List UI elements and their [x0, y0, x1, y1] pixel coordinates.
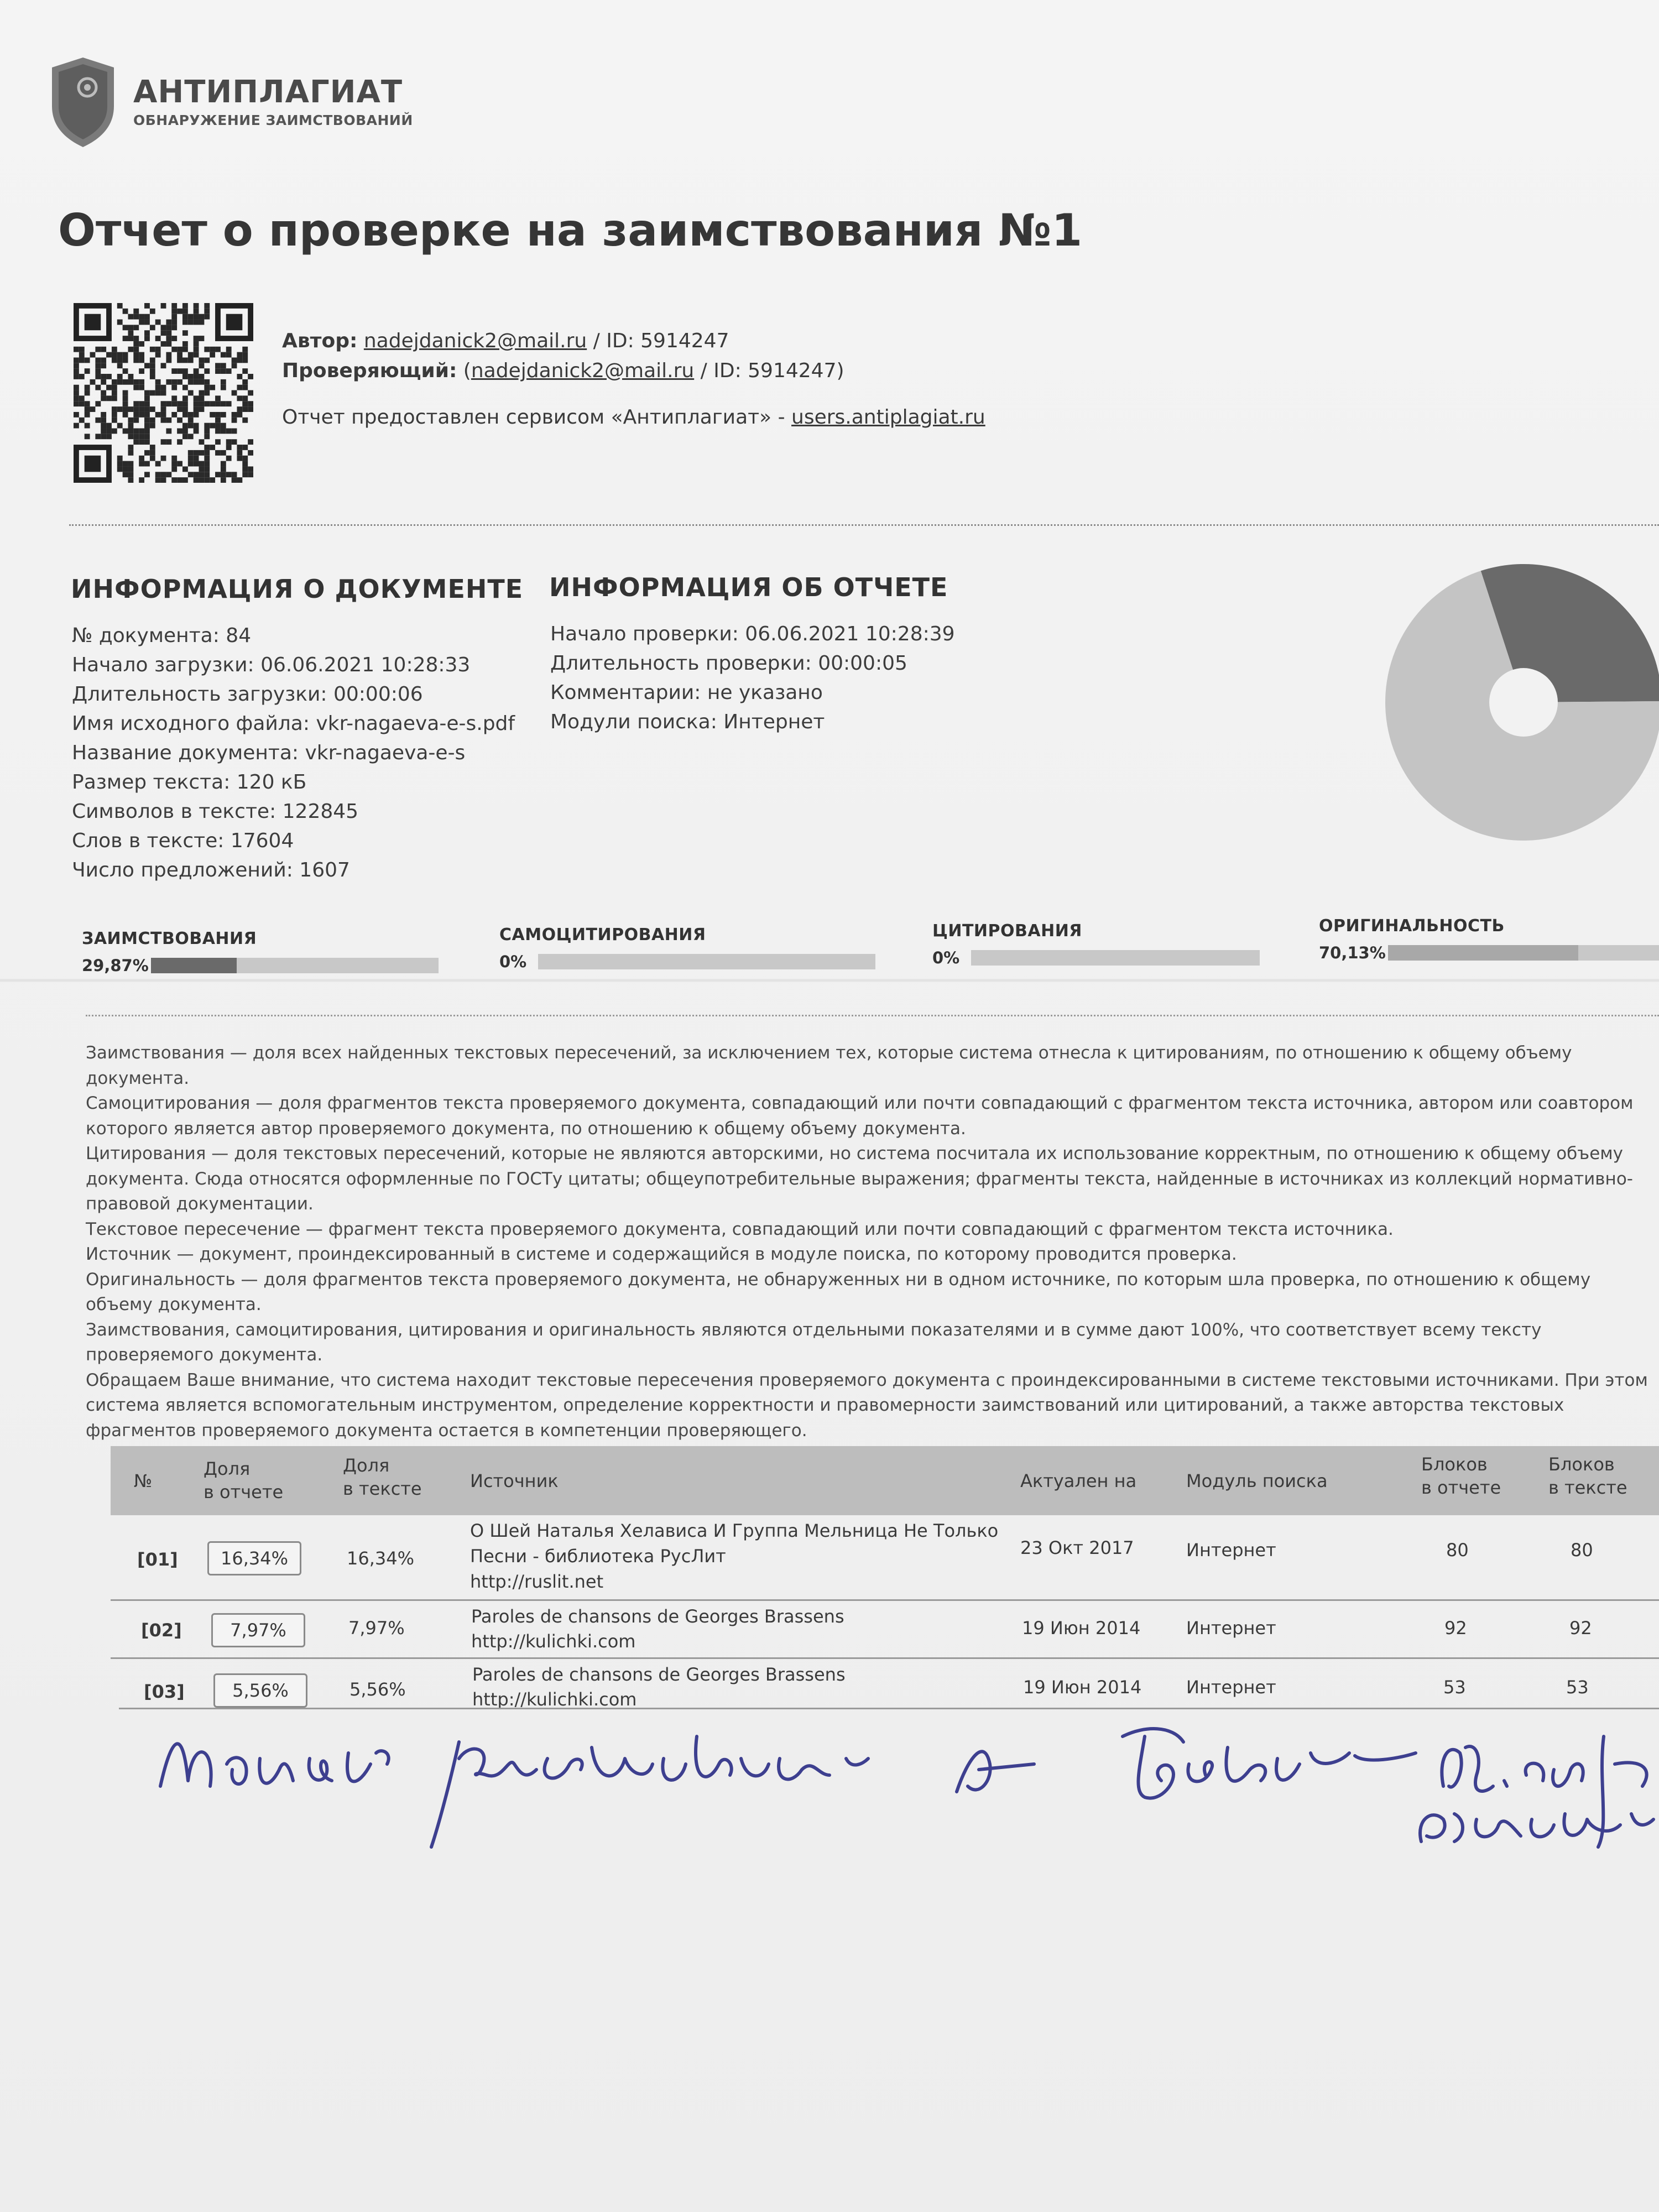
stat-borrowings	[82, 929, 439, 975]
source-title: Paroles de chansons de Georges Brassens	[472, 1664, 846, 1685]
stat-originality	[1319, 916, 1659, 962]
report-info-line: Комментарии: не указано	[550, 681, 823, 704]
source-url-link[interactable]: http://kulichki.com	[472, 1689, 637, 1710]
stat-label: ОРИГИНАЛЬНОСТЬ	[1319, 916, 1505, 936]
page-title: Отчет о проверке на заимствования №1	[58, 205, 1083, 256]
originality-donut-chart	[1380, 559, 1659, 846]
divider	[86, 1015, 1659, 1016]
source-url-link[interactable]: http://ruslit.net	[470, 1571, 604, 1592]
report-info-line: Длительность проверки: 00:00:05	[550, 652, 907, 675]
report-info-list	[550, 619, 955, 737]
definition-paragraph: Источник — документ, проиндексированный в системе и содержащийся в модуле поиска, по которому проводится проверка.	[86, 1244, 1237, 1264]
col-blocks-text: Блоков в тексте	[1548, 1454, 1627, 1498]
paper-fold	[0, 979, 1659, 982]
search-module: Интернет	[1186, 1618, 1276, 1639]
blocks-report: 53	[1443, 1677, 1466, 1698]
doc-info-line: Символов в тексте: 122845	[72, 800, 359, 823]
report-info-line: Модули поиска: Интернет	[550, 711, 825, 733]
source-url-link[interactable]: http://kulichki.com	[471, 1631, 636, 1652]
doc-info-list	[72, 621, 515, 885]
report-meta	[282, 326, 985, 432]
doc-info-line: Размер текста: 120 кБ	[72, 771, 307, 794]
row-num: [01]	[137, 1549, 178, 1570]
share-report-badge[interactable]: 5,56%	[213, 1673, 307, 1708]
row-num: [02]	[141, 1620, 182, 1641]
shield-logo-icon	[49, 55, 118, 149]
author-label: Автор:	[282, 330, 358, 352]
stat-bar	[538, 954, 875, 969]
table-row[interactable]	[111, 1515, 1659, 1601]
doc-info-line: Слов в тексте: 17604	[72, 830, 294, 852]
stat-value: 70,13%	[1319, 943, 1386, 962]
share-text: 16,34%	[347, 1548, 415, 1569]
stat-self-citations	[499, 925, 875, 971]
definition-paragraph: Оригинальность — доля фрагментов текста проверяемого документа, не обнаруженных ни в одном источнике, по которым шла проверка, по отношению к общему объему документа.	[86, 1269, 1591, 1314]
definition-paragraph: Заимствования — доля всех найденных текстовых пересечений, за исключением тех, которые система отнесла к цитированиям, по отношению к общему объему документа.	[86, 1043, 1572, 1088]
col-module: Модуль поиска	[1186, 1470, 1328, 1491]
reviewer-line	[282, 356, 985, 386]
stat-bar-fill	[151, 958, 237, 973]
provider-text: Отчет предоставлен сервисом «Антиплагиат» -	[282, 406, 792, 429]
author-id: / ID: 5914247	[587, 330, 729, 352]
qr-code-icon	[74, 303, 253, 483]
stat-bar	[151, 958, 439, 973]
source-title-cont: Песни - библиотека РусЛит	[470, 1546, 726, 1567]
blocks-text: 80	[1571, 1540, 1593, 1561]
stat-bar	[971, 950, 1260, 966]
reviewer-id: / ID: 5914247)	[694, 359, 844, 382]
source-title: О Шей Наталья Хелависа И Группа Мельница Не Только	[470, 1520, 999, 1541]
row-num: [03]	[144, 1681, 185, 1702]
handwritten-signature	[149, 1703, 1659, 1858]
share-text: 5,56%	[349, 1679, 406, 1700]
blocks-report: 92	[1444, 1618, 1467, 1639]
logo-subtitle: ОБНАРУЖЕНИЕ ЗАИМСТВОВАНИЙ	[133, 112, 413, 128]
doc-info-line: № документа: 84	[72, 624, 252, 647]
divider	[69, 524, 1659, 526]
actual-date: 19 Июн 2014	[1023, 1677, 1142, 1698]
col-blocks-report: Блоков в отчете	[1421, 1454, 1501, 1498]
stat-value: 0%	[932, 948, 960, 967]
definition-paragraph: Самоцитирования — доля фрагментов текста проверяемого документа, совпадающий или почти совпадающий с фрагментом текста источника, автором или соавтором которого является автор проверяемого документа, по отношению к общему объему документа.	[86, 1093, 1634, 1139]
col-share-report: Доля в отчете	[204, 1458, 284, 1503]
table-row[interactable]	[111, 1601, 1659, 1659]
stat-citations	[932, 921, 1260, 967]
table-header	[111, 1446, 1659, 1515]
stat-label: ЦИТИРОВАНИЯ	[932, 921, 1082, 941]
blocks-text: 53	[1566, 1677, 1589, 1698]
doc-info-heading: ИНФОРМАЦИЯ О ДОКУМЕНТЕ	[71, 574, 524, 604]
actual-date: 19 Июн 2014	[1022, 1618, 1141, 1639]
stat-bar-fill	[1388, 945, 1578, 961]
doc-info-line: Название документа: vkr-nagaeva-e-s	[72, 742, 466, 764]
definition-paragraph: Текстовое пересечение — фрагмент текста проверяемого документа, совпадающий или почти совпадающий с фрагментом текста источника.	[86, 1219, 1394, 1239]
author-line	[282, 326, 985, 356]
col-share-text: Доля в тексте	[343, 1455, 422, 1499]
doc-info-line: Длительность загрузки: 00:00:06	[72, 683, 423, 706]
search-module: Интернет	[1186, 1540, 1276, 1561]
stat-label: ЗАИМСТВОВАНИЯ	[82, 929, 257, 948]
actual-date: 23 Окт 2017	[1020, 1537, 1134, 1558]
provider-line	[282, 403, 985, 432]
search-module: Интернет	[1186, 1677, 1276, 1698]
blocks-report: 80	[1446, 1540, 1469, 1561]
doc-info-line: Имя исходного файла: vkr-nagaeva-e-s.pdf	[72, 712, 515, 735]
share-text: 7,97%	[348, 1618, 405, 1639]
stat-label: САМОЦИТИРОВАНИЯ	[499, 925, 706, 945]
antiplagiat-logo	[49, 55, 413, 149]
source-title: Paroles de chansons de Georges Brassens	[471, 1606, 844, 1627]
share-report-badge[interactable]: 7,97%	[211, 1613, 305, 1647]
donut-hole	[1489, 668, 1558, 737]
stat-bar	[1388, 945, 1659, 961]
doc-info-line: Число предложений: 1607	[72, 859, 350, 881]
reviewer-email-link[interactable]: nadejdanick2@mail.ru	[471, 359, 695, 382]
doc-info-line: Начало загрузки: 06.06.2021 10:28:33	[72, 654, 471, 676]
definition-paragraph: Обращаем Ваше внимание, что система находит текстовые пересечения проверяемого документа с проиндексированными в системе текстовыми источниками. При этом система является вспомогательным инструментом, определение корректности и правомерности заимствований или цитирований, а также авторства текстовых фрагментов проверяемого документа остается в компетенции проверяющего.	[86, 1370, 1648, 1441]
blocks-text: 92	[1569, 1618, 1592, 1639]
definition-paragraph: Заимствования, самоцитирования, цитирования и оригинальность являются отдельными показателями и в сумме дают 100%, что соответствует всему тексту проверяемого документа.	[86, 1319, 1542, 1365]
provider-link[interactable]: users.antiplagiat.ru	[791, 406, 985, 429]
col-num: №	[134, 1470, 153, 1491]
stat-value: 0%	[499, 952, 527, 971]
definition-paragraph: Цитирования — доля текстовых пересечений, которые не являются авторскими, но система посчитала их использование корректным, по отношению к общему объему документа. Сюда относятся оформленные по ГОСТу цитаты; общеупотребительные выражения; фрагменты текста, найденные в источниках из коллекций нормативно-правовой документации.	[86, 1144, 1633, 1214]
definitions-text	[86, 1041, 1659, 1443]
sources-table	[111, 1446, 1659, 1717]
col-source: Источник	[470, 1470, 559, 1491]
col-actual: Актуален на	[1020, 1470, 1137, 1491]
reviewer-prefix: (	[457, 359, 471, 382]
author-email-link[interactable]: nadejdanick2@mail.ru	[363, 330, 587, 352]
share-report-badge[interactable]: 16,34%	[207, 1541, 301, 1575]
logo-name: АНТИПЛАГИАТ	[133, 74, 403, 110]
reviewer-label: Проверяющий:	[282, 359, 457, 382]
report-info-heading: ИНФОРМАЦИЯ ОБ ОТЧЕТЕ	[549, 572, 948, 602]
stat-value: 29,87%	[82, 956, 149, 975]
report-info-line: Начало проверки: 06.06.2021 10:28:39	[550, 623, 955, 645]
